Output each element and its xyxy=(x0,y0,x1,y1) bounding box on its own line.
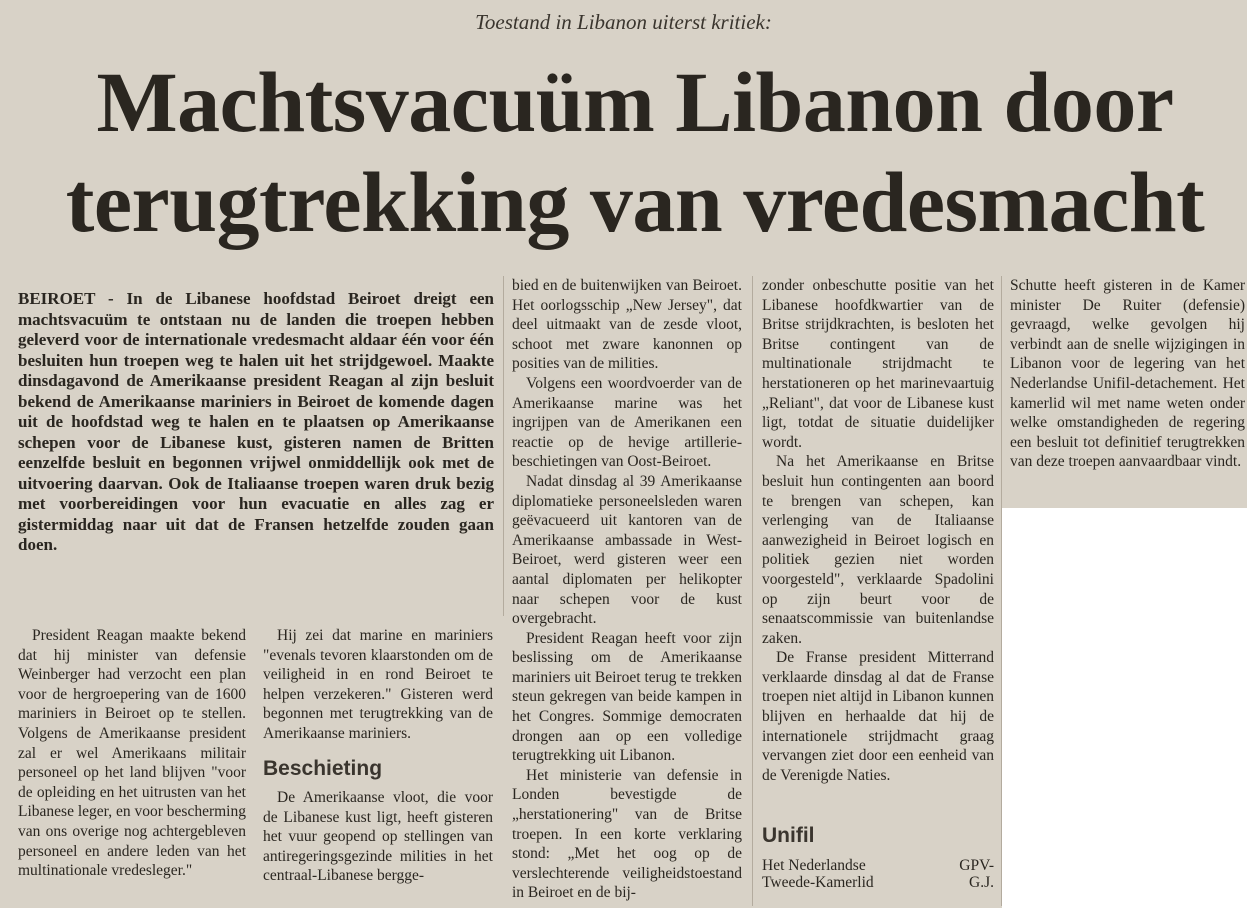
column-rule xyxy=(503,276,504,616)
paragraph: Na het Amerikaanse en Britse besluit hun contingenten aan boord te brengen van schepen, kan verlenging van de Italiaanse aanwezigheid in Beiroet logisch en politiek gezien niet worden voorgesteld", verklaarde Spadolini op zijn beurt voor de senaatscommissie van buitenlandse zaken. xyxy=(762,453,994,647)
text: Tweede-Kamerlid xyxy=(762,874,874,891)
column-4 xyxy=(762,276,994,785)
subhead-beschieting: Beschieting xyxy=(263,757,383,780)
paragraph: President Reagan heeft voor zijn beslissing om de Amerikaanse mariniers uit Beiroet terug te trekken steun gekregen van beide kampen in het Congres. Sommige democraten drongen aan op een volledige terugtrekking uit Libanon. xyxy=(512,629,742,765)
column-2 xyxy=(263,626,493,744)
headline: Machtsvacuüm Libanon door terugtrekking van vredesmacht xyxy=(65,54,1205,250)
text: G.J. xyxy=(969,874,994,891)
paragraph: Hij zei dat marine en mariniers "evenals tevoren klaarstonden om de veiligheid in en rond Beiroet te helpen verzekeren." Gisteren werd begonnen met terugtrekking van de Amerikaanse mariniers. xyxy=(263,627,493,742)
paragraph: Volgens een woordvoerder van de Amerikaanse marine was het ingrijpen van de Amerikanen een reactie op de hevige artillerie-beschietingen van Oost-Beiroet. xyxy=(512,374,742,471)
text: GPV- xyxy=(959,857,994,874)
paragraph: President Reagan maakte bekend dat hij minister van defensie Weinberger had verzocht een plan voor de hergroepering van de 1600 mariniers in Beiroet op te stellen. Volgens de Amerikaanse president zal er wel Amerikaans militair personeel op het land blijven "voor de opleiding en het uitrusten van het Libanese leger, en voor bescherming van ons overige nog achtergebleven personeel en andere leden van het multinationale vredesleger." xyxy=(18,627,246,880)
paragraph: Schutte heeft gisteren in de Kamer minister De Ruiter (defensie) gevraagd, welke gevolgen hij verbindt aan de snelle wijzigingen in Libanon voor de legering van het Nederlandse Unifil-detachement. Het kamerlid wil met name weten onder welke omstandigheden de regering een besluit tot definitief terugtrekken van deze troepen aanvaardbaar vindt. xyxy=(1010,277,1245,471)
column-3 xyxy=(512,276,742,903)
column-1 xyxy=(18,626,246,881)
kicker: Toestand in Libanon uiterst kritiek: xyxy=(475,10,772,34)
column-5 xyxy=(1010,276,1245,472)
paragraph: bied en de buitenwijken van Beiroet. Het oorlogsschip „New Jersey", dat deel uitmaakt van de zesde vloot, schoot met zware kanonnen op posities van de milities. xyxy=(512,277,742,373)
blank-corner xyxy=(1002,508,1247,908)
column-rule xyxy=(1001,276,1002,906)
subhead-unifil: Unifil xyxy=(762,824,815,847)
paragraph: Het ministerie van defensie in Londen bevestigde de „herstationering" van de Britse troepen. In een korte verklaring stond: „Met het oog op de verslechterende veiligheidstoestand in Beiroet en de bij- xyxy=(512,766,742,902)
lead-paragraph: BEIROET - In de Libanese hoofdstad Beiroet dreigt een machtsvacuüm te ontstaan nu de landen die troepen hebben geleverd voor de internationale vredesmacht aldaar één voor één besluiten hun troepen weg te halen uit het strijdgewoel. Maakte dinsdagavond de Amerikaanse president Reagan al zijn besluit bekend de Amerikaanse mariniers in Beiroet de komende dagen uit de hoofdstad weg te halen en te plaatsen op Amerikaanse schepen voor de Libanese kust, gisteren namen de Britten eenzelfde besluit en begonnen vrijwel onmiddellijk ook met de uitvoering daarvan. Ook de Italiaanse troepen waren druk bezig met voorbereidingen voor hun evacuatie en alles zag er gistermiddag naar uit dat de Fransen hetzelfde zouden gaan doen. xyxy=(18,289,494,554)
paragraph: Nadat dinsdag al 39 Amerikaanse diplomatieke personeelsleden waren geëvacueerd uit kantoren van de Amerikaanse ambassade in West-Beiroet, werd gisteren weer een aantal diplomaten per helikopter naar schepen voor de kust overgebracht. xyxy=(512,472,742,628)
paragraph: De Amerikaanse vloot, die voor de Libanese kust ligt, heeft gisteren het vuur geopend op stellingen van antiregeringsgezinde milities in het centraal-Libanese bergge- xyxy=(263,789,493,885)
unifil-intro xyxy=(762,857,994,891)
text: Het Nederlandse xyxy=(762,857,866,874)
column-rule xyxy=(752,276,753,906)
paragraph: zonder onbeschutte positie van het Libanese hoofdkwartier van de Britse strijdkrachten, is besloten het Britse contingent van de multinationale strijdmacht te herstationeren op het marinevaartuig „Reliant", dat voor de Libanese kust ligt, totdat de situatie duidelijker wordt. xyxy=(762,277,994,451)
column-2-continued xyxy=(263,788,493,886)
unifil-line-2 xyxy=(762,874,994,891)
paragraph: De Franse president Mitterrand verklaarde dinsdag al dat de Franse troepen niet altijd in Libanon kunnen blijven en herhaalde dat hij de internationele strijdmacht graag vervangen ziet door een eenheid van de Verenigde Naties. xyxy=(762,649,994,784)
unifil-line-1 xyxy=(762,857,994,874)
